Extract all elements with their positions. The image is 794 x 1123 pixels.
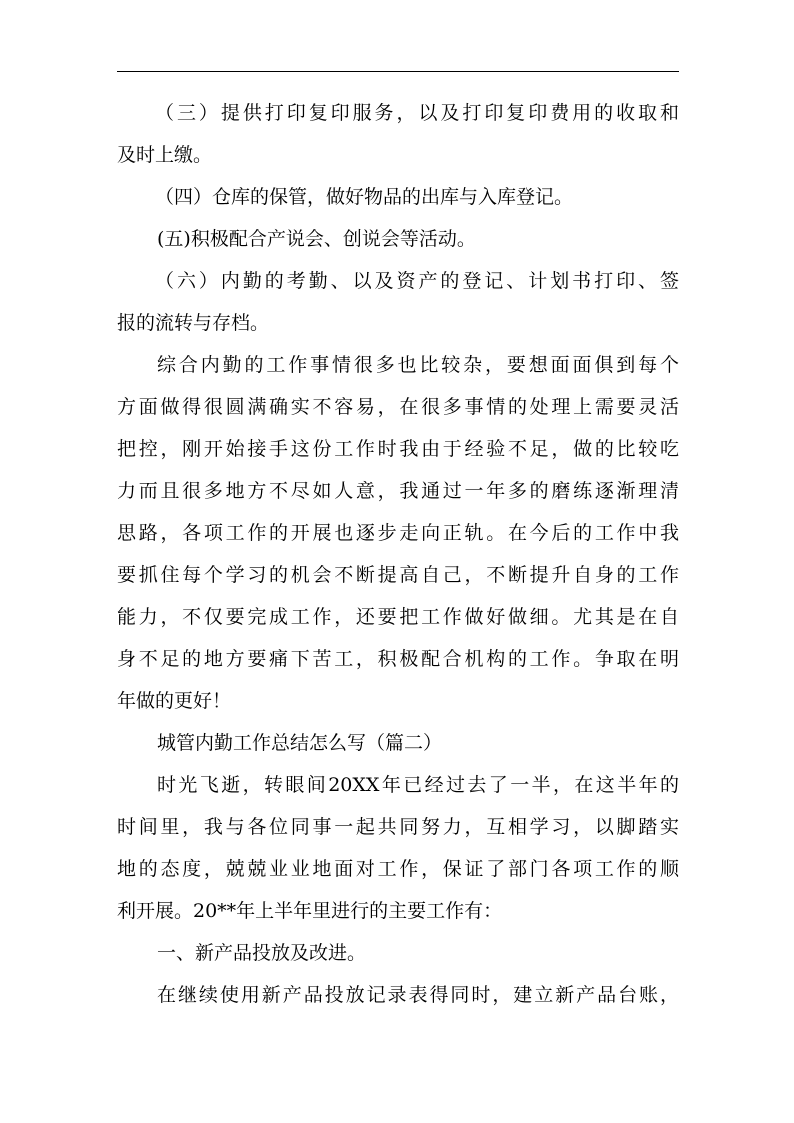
paragraph-line: 报的流转与存档。 xyxy=(117,312,270,334)
paragraph-line: 把控，刚开始接手这份工作时我由于经验不足，做的比较吃 xyxy=(117,438,679,460)
paragraph-line: 在继续使用新产品投放记录表得同时，建立新产品台账， xyxy=(157,984,679,1006)
paragraph-line: 要抓住每个学习的机会不断提高自己，不断提升自身的工作 xyxy=(117,564,679,586)
paragraph-line: 及时上缴。 xyxy=(117,144,213,166)
paragraph-line: 年做的更好！ xyxy=(117,690,232,712)
paragraph-line: 能力，不仅要完成工作，还要把工作做好做细。尤其是在自 xyxy=(117,606,679,628)
header-rule xyxy=(117,71,679,72)
document-body xyxy=(117,92,679,1016)
paragraph-line: （六）内勤的考勤、以及资产的登记、计划书打印、签 xyxy=(155,270,679,292)
paragraph-line: 时间里，我与各位同事一起共同努力，互相学习，以脚踏实 xyxy=(117,816,679,838)
paragraph-line: 利开展。20**年上半年里进行的主要工作有： xyxy=(117,900,503,922)
paragraph-line: 思路，各项工作的开展也逐步走向正轨。在今后的工作中我 xyxy=(117,522,679,544)
paragraph-line: （三）提供打印复印服务，以及打印复印费用的收取和 xyxy=(155,102,679,124)
paragraph-line: 时光飞逝，转眼间20XX年已经过去了一半，在这半年的 xyxy=(157,774,679,796)
list-heading: 一、新产品投放及改进。 xyxy=(157,942,367,964)
paragraph-line: 身不足的地方要痛下苦工，积极配合机构的工作。争取在明 xyxy=(117,648,679,670)
section-heading: 城管内勤工作总结怎么写（篇二） xyxy=(157,732,443,754)
paragraph-line: 地的态度，兢兢业业地面对工作，保证了部门各项工作的顺 xyxy=(117,858,679,880)
paragraph-line: 综合内勤的工作事情很多也比较杂，要想面面俱到每个 xyxy=(157,354,679,376)
paragraph-line: （四）仓库的保管，做好物品的出库与入库登记。 xyxy=(155,186,574,208)
paragraph-line: 方面做得很圆满确实不容易，在很多事情的处理上需要灵活 xyxy=(117,396,679,418)
paragraph-line: (五)积极配合产说会、创说会等活动。 xyxy=(157,228,476,250)
paragraph-line: 力而且很多地方不尽如人意，我通过一年多的磨练逐渐理清 xyxy=(117,480,679,502)
